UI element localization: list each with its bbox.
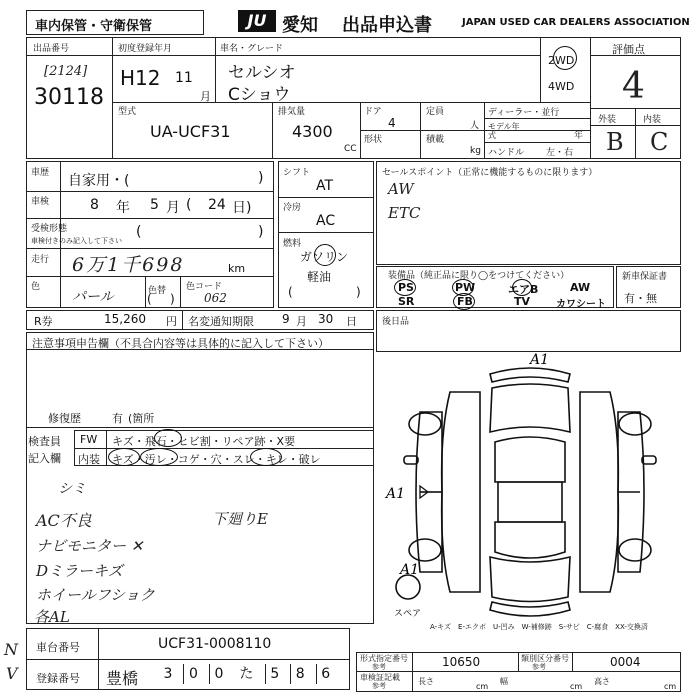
fuel-close: ) (356, 285, 361, 299)
color-code-label: 色コード (186, 282, 223, 292)
displacement-label: 排気量 (278, 107, 306, 117)
drive-2wd: 2WD (548, 54, 575, 67)
drive-4wd: 4WD (548, 80, 575, 93)
plate-digit: 6 (316, 664, 335, 684)
inspection-month: 5 (150, 197, 159, 213)
class-label: 類別区分番号 (521, 654, 569, 663)
cooler-value: AC (316, 213, 336, 229)
mark-left-rear: A1 (400, 562, 420, 578)
plate-digit: 0 (183, 664, 202, 684)
recycle-label: R券 (34, 315, 53, 328)
inspection-label: 車検 (31, 197, 50, 207)
displacement-value: 4300 (292, 122, 333, 141)
model-name: セルシオ (228, 63, 296, 83)
fuel-option-gasoline: ガソリン (300, 250, 349, 264)
dim-length-label: 長さ (418, 677, 434, 686)
note-line-5: ホイールフショク (36, 586, 155, 604)
history-close: ) (258, 170, 264, 186)
fw-label: FW (80, 433, 98, 446)
margin-mark-v: V (6, 664, 18, 683)
rating-int: C (650, 128, 669, 156)
plate-digit: 0 (209, 664, 228, 684)
note-line-2: AC不良 (36, 511, 92, 530)
notice-label: 名変通知期限 (188, 315, 254, 328)
equipment-fb-circle (453, 293, 475, 310)
dimensions-label: 車検証記載 (360, 673, 400, 682)
inspection-day-close: 日) (232, 200, 252, 216)
sales-point-line-2: ETC (388, 204, 421, 222)
repair-place: (箇所 (128, 412, 155, 425)
registration-label: 初度登録年月 (118, 44, 173, 54)
warranty-options: 有・無 (624, 292, 657, 305)
equipment-leather-seat: カワシート (556, 299, 606, 310)
fuel-open: ( (288, 285, 293, 299)
plate-place: 豊橋 (106, 669, 139, 688)
recycle-value: 15,260 (104, 312, 146, 326)
doors-label: ドア (364, 107, 382, 117)
acceptance-label: 受検形態 (31, 224, 68, 234)
designation-label: 形式指定番号 (360, 654, 408, 663)
equipment-pw: PW (455, 281, 476, 294)
notes-label: 注意事項申告欄（不具合内容等は具体的に記入して下さい） (32, 337, 329, 350)
class-ref: 参考 (532, 663, 546, 671)
registration-month-unit: 月 (200, 90, 211, 103)
fuel-selected-circle (314, 244, 336, 266)
damage-legend: A-キズ E-エクボ U-凹み W-補修跡 S-サビ C-腐食 XX-交換済 (430, 623, 648, 631)
lot-label: 出品番号 (33, 44, 70, 54)
designation-ref: 参考 (372, 663, 386, 671)
color-label: 色 (31, 282, 41, 292)
equipment-sr: SR (398, 295, 415, 308)
note-line-6: 各AL (34, 608, 70, 626)
dim-width-unit: cm (570, 682, 583, 691)
rating-int-label: 内装 (643, 115, 662, 125)
registration-month: 11 (175, 70, 193, 86)
sales-point-line-1: AW (388, 180, 414, 198)
mileage-label: 走行 (31, 255, 50, 265)
plate-digit: 3 (163, 666, 173, 682)
equipment-aw: AW (570, 281, 591, 294)
load-unit: kg (470, 146, 481, 156)
cooler-label: 冷房 (283, 203, 302, 213)
doors-value: 4 (388, 116, 396, 130)
lot-number: 30118 (34, 85, 104, 110)
sales-point-label: セールスポイント（正常に機能するものに限ります） (382, 168, 598, 178)
fuel-option-diesel: 軽油 (307, 270, 332, 284)
equipment-ps-circle (394, 279, 416, 296)
equipment-tv: TV (514, 295, 531, 308)
color-value: パール (72, 289, 114, 305)
plate-digit: 8 (290, 664, 309, 684)
color-swap-close: ) (170, 292, 175, 306)
int-label: 内装 (78, 453, 100, 466)
shape-label: 形状 (364, 135, 383, 145)
mileage-value: 6万1千698 (72, 254, 185, 276)
model-year-label: モデル年式 (488, 122, 520, 140)
mark-left-door: A1 (386, 486, 406, 502)
type-value: UA-UCF31 (150, 122, 231, 141)
note-line-4: Dミラーキズ (36, 562, 123, 580)
form-title: 出品申込書 (342, 15, 432, 36)
mark-left-arrow (420, 486, 442, 498)
plate-label: 登録番号 (36, 672, 80, 685)
note-line-3: ナビモニター ✕ (36, 537, 144, 555)
equipment-airbag: エアB (508, 283, 539, 296)
class-value: 0004 (610, 655, 641, 669)
region-name: 愛知 (282, 15, 318, 36)
acceptance-open: ( (136, 224, 142, 240)
history-label: 車歴 (31, 168, 50, 178)
association-name: JAPAN USED CAR DEALERS ASSOCIATION (462, 17, 690, 28)
notice-day: 30 (318, 312, 334, 326)
keep-label: 車内保管・守衛保管 (35, 19, 153, 34)
mark-front: A1 (530, 352, 550, 368)
note-line-1: シミ (58, 481, 86, 497)
dim-height-unit: cm (664, 682, 677, 691)
int-stain-circle (140, 448, 178, 466)
drive-selected-circle (553, 46, 577, 70)
capacity-label: 定員 (426, 107, 445, 117)
rear-items-box (376, 310, 681, 352)
inspection-day: 24 (208, 197, 226, 213)
rating-ext: B (606, 128, 624, 156)
shift-label: シフト (283, 168, 311, 178)
rear-items-label: 後日品 (382, 317, 410, 327)
notice-month-unit: 月 (296, 315, 307, 328)
shift-value: AT (316, 178, 334, 194)
designation-value: 10650 (442, 655, 481, 669)
rating-score: 4 (622, 66, 645, 107)
inspection-year-unit: 年 (116, 200, 130, 216)
inspection-month-unit: 月 (166, 200, 180, 216)
displacement-unit: CC (344, 144, 357, 154)
lot-bracket-number: [2124] (44, 64, 88, 79)
dimensions-ref: 参考 (372, 682, 386, 690)
ju-logo: JU (238, 10, 276, 32)
handle-options: 左・右 (546, 148, 574, 158)
history-value: 自家用・( (68, 173, 130, 189)
recycle-unit: 円 (166, 315, 177, 328)
equipment-label: 装備品（純正品に限り◯をつけてください） (388, 271, 570, 281)
color-code: 062 (204, 291, 227, 305)
plate-kana: た (239, 666, 254, 682)
fw-chip-circle (154, 429, 182, 447)
dealer-label: ディーラー・並行 (488, 108, 560, 118)
equipment-ps: PS (398, 281, 414, 294)
color-swap-open: ( (147, 292, 152, 306)
int-scratch-circle (108, 448, 140, 466)
acceptance-sub: 車検付きのみ記入して下さい (31, 237, 122, 245)
registration-year: H12 (120, 66, 161, 90)
warranty-label: 新車保証書 (622, 272, 668, 282)
mileage-unit: km (228, 262, 246, 275)
int-list: キズ・汚レ・コゲ・穴・スレ・キレ・破レ (112, 453, 321, 466)
notice-day-unit: 日 (346, 315, 357, 328)
chassis-label: 車台番号 (36, 641, 80, 654)
model-grade: Cショウ (228, 85, 291, 105)
equipment-fb: FB (457, 295, 473, 308)
load-label: 積載 (426, 135, 445, 145)
repair-value: 有 (112, 412, 123, 425)
handle-label: ハンドル (488, 148, 525, 158)
int-wear-circle (250, 448, 282, 466)
plate-digit: 5 (265, 664, 284, 684)
spare-label: スペア (394, 609, 422, 619)
remarks-label: 記入欄 (28, 452, 61, 465)
dim-length-unit: cm (476, 682, 489, 691)
notice-month: 9 (282, 312, 290, 326)
inspection-year: 8 (90, 197, 99, 213)
note-under: 下廻りE (212, 510, 268, 528)
type-label: 型式 (118, 107, 137, 117)
capacity-unit: 人 (470, 121, 480, 131)
rating-label: 評価点 (612, 43, 645, 56)
keep-label-box (26, 10, 204, 35)
dim-height-label: 高さ (594, 677, 610, 686)
fw-list: キズ・飛石・ヒビ割・リペア跡・X要 (112, 435, 296, 448)
inspection-day-open: ( (186, 197, 192, 213)
acceptance-close: ) (258, 224, 264, 240)
inspector-label: 検査員 (28, 435, 61, 448)
fuel-label: 燃料 (283, 239, 302, 249)
equipment-airbag-circle (512, 279, 532, 296)
plate-number (158, 664, 336, 684)
rating-ext-label: 外装 (598, 115, 617, 125)
chassis-value: UCF31-0008110 (158, 636, 272, 652)
dim-width-label: 幅 (500, 677, 508, 686)
repair-label: 修復歴 (48, 412, 81, 425)
model-label: 車名・グレード (220, 44, 284, 54)
color-swap-label: 色替 (148, 286, 167, 296)
model-year-unit: 年 (574, 131, 584, 141)
car-damage-diagram (380, 352, 680, 632)
margin-mark-n: N (4, 640, 18, 659)
